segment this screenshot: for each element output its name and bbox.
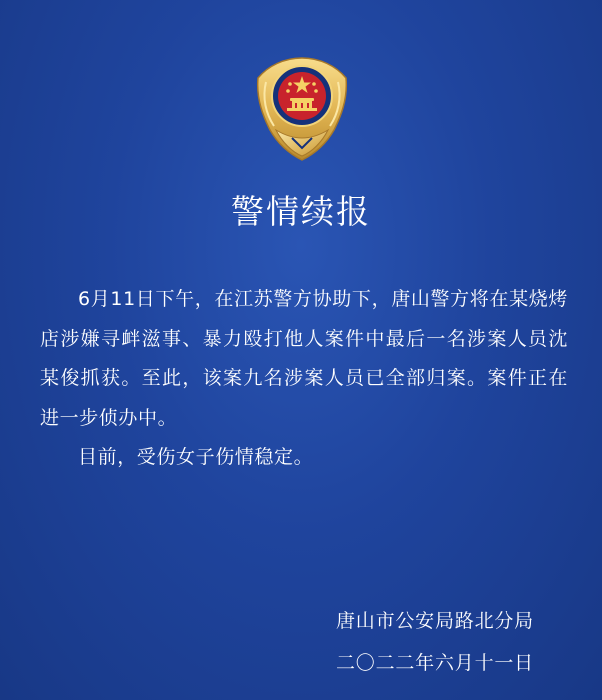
issuer-name: 唐山市公安局路北分局 bbox=[335, 610, 534, 632]
police-emblem-icon bbox=[246, 52, 358, 164]
notice-body bbox=[40, 280, 568, 478]
notice-title: 警情续报 bbox=[231, 192, 371, 231]
notice-paragraph: 目前，受伤女子伤情稳定。 bbox=[78, 446, 314, 468]
issue-date: 二〇二二年六月十一日 bbox=[335, 652, 534, 674]
signature-block bbox=[336, 600, 534, 684]
notice-paragraph: 6月11日下午，在江苏警方协助下，唐山警方将在某烧烤店涉嫌寻衅滋事、暴力殴打他人案件中最后一名涉案人员沈某俊抓获。至此，该案九名涉案人员已全部归案。案件正在进一步侦办中。 bbox=[40, 288, 568, 429]
